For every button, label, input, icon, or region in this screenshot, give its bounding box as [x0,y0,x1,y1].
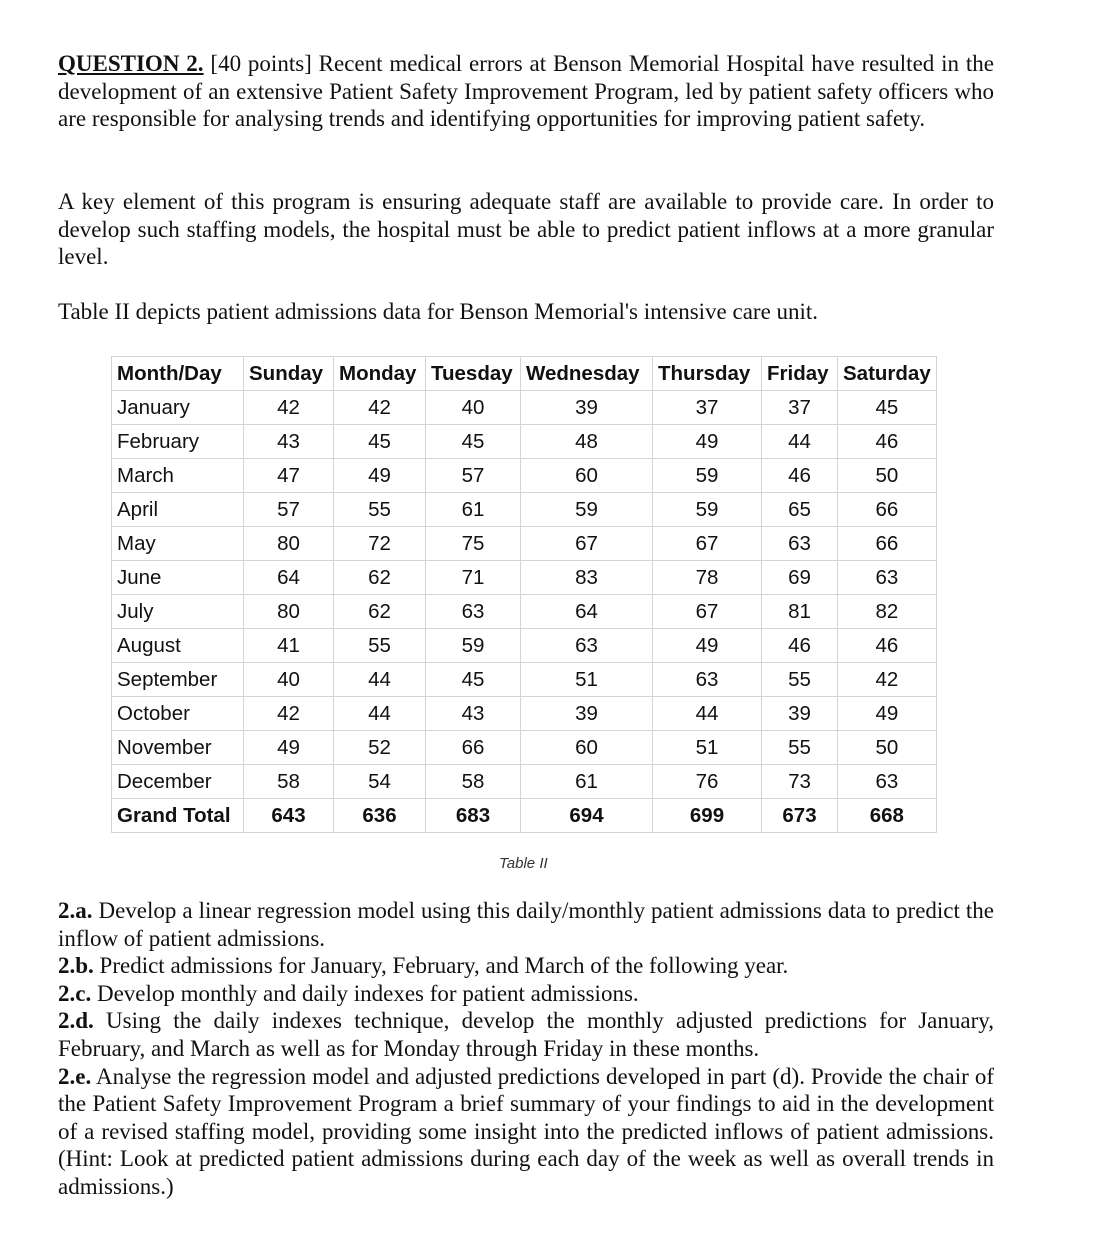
table-cell: 82 [838,595,937,629]
table-cell: 55 [762,731,838,765]
part-text: Using the daily indexes technique, develop the monthly adjusted predictions for January, February, and March as well as for Monday through Friday in these months. [58,1008,994,1061]
table-cell: 55 [762,663,838,697]
table-row [112,697,937,731]
table-cell: 44 [762,425,838,459]
table-cell: 75 [426,527,521,561]
row-label: Grand Total [112,799,244,833]
table-cell: 636 [334,799,426,833]
table-cell: 40 [244,663,334,697]
table-cell: 67 [521,527,653,561]
table-cell: 66 [838,493,937,527]
table-cell: 699 [653,799,762,833]
table-row [112,425,937,459]
question-part [58,1063,994,1201]
column-header: Thursday [653,357,762,391]
table-cell: 45 [334,425,426,459]
table-cell: 78 [653,561,762,595]
table-cell: 39 [521,391,653,425]
table-cell: 42 [334,391,426,425]
table-cell: 44 [653,697,762,731]
table-cell: 46 [762,459,838,493]
table-cell: 58 [426,765,521,799]
table-cell: 39 [762,697,838,731]
table-cell: 41 [244,629,334,663]
table-cell: 51 [653,731,762,765]
intro-paragraph-2: A key element of this program is ensuring adequate staff are available to provide care. In order to develop such staffing models, the hospital must be able to predict patient inflows at a more granular level. [58,189,994,270]
table-cell: 51 [521,663,653,697]
table-cell: 67 [653,527,762,561]
column-header: Month/Day [112,357,244,391]
table-cell: 63 [838,561,937,595]
table-caption: Table II [499,855,548,872]
table-cell: 673 [762,799,838,833]
part-label: 2.a. [58,898,93,923]
table-cell: 60 [521,731,653,765]
table-cell: 42 [838,663,937,697]
table-cell: 47 [244,459,334,493]
table-cell: 43 [426,697,521,731]
part-text: Analyse the regression model and adjusted predictions developed in part (d). Provide the chair of the Patient Safety Improvement Program a brief summary of your findings to aid in the development of a revised staffing model, providing some insight into the predicted inflows of patient admissions. (Hint: Look at predicted patient admissions during each day of the week as well as overall trends in admissions.) [58,1063,994,1199]
table-cell: 57 [244,493,334,527]
table-cell: 59 [653,459,762,493]
table-row [112,731,937,765]
table-cell: 668 [838,799,937,833]
table-row [112,765,937,799]
table-cell: 59 [426,629,521,663]
question-intro [58,50,994,133]
table-cell: 54 [334,765,426,799]
table-cell: 46 [838,425,937,459]
row-label: July [112,595,244,629]
table-cell: 62 [334,561,426,595]
table-cell: 57 [426,459,521,493]
part-label: 2.e. [58,1063,92,1089]
row-label: August [112,629,244,663]
table-cell: 45 [426,425,521,459]
table-cell: 694 [521,799,653,833]
table-cell: 64 [244,561,334,595]
total-row [112,799,937,833]
table-cell: 44 [334,697,426,731]
intro-paragraph-3: Table II depicts patient admissions data for Benson Memorial's intensive care unit. [58,299,819,324]
table-cell: 46 [838,629,937,663]
table-row [112,459,937,493]
table-cell: 69 [762,561,838,595]
table-cell: 73 [762,765,838,799]
table-cell: 60 [521,459,653,493]
table-cell: 50 [838,731,937,765]
table-cell: 80 [244,595,334,629]
table-cell: 42 [244,391,334,425]
column-header: Monday [334,357,426,391]
table-cell: 63 [762,527,838,561]
part-label: 2.b. [58,953,94,979]
column-header: Sunday [244,357,334,391]
table-row [112,527,937,561]
table-row [112,595,937,629]
table-cell: 66 [426,731,521,765]
part-text: Develop monthly and daily indexes for patient admissions. [91,980,639,1006]
table-cell: 63 [426,595,521,629]
part-text: Develop a linear regression model using this daily/monthly patient admissions data to predict the inflow of patient admissions. [58,898,994,951]
table-cell: 46 [762,629,838,663]
table-cell: 683 [426,799,521,833]
table-cell: 44 [334,663,426,697]
table-cell: 65 [762,493,838,527]
column-header: Saturday [838,357,937,391]
table-cell: 39 [521,697,653,731]
table-cell: 62 [334,595,426,629]
table-cell: 59 [653,493,762,527]
question-parts [58,897,994,1201]
row-label: February [112,425,244,459]
table-cell: 45 [426,663,521,697]
table-cell: 76 [653,765,762,799]
row-label: January [112,391,244,425]
column-header: Tuesday [426,357,521,391]
part-label: 2.d. [58,1008,94,1034]
table-cell: 50 [838,459,937,493]
table-cell: 63 [653,663,762,697]
table-cell: 64 [521,595,653,629]
column-header: Friday [762,357,838,391]
admissions-table [111,356,937,833]
question-part [58,980,994,1008]
row-label: March [112,459,244,493]
table-cell: 55 [334,629,426,663]
table-row [112,493,937,527]
table-cell: 63 [521,629,653,663]
row-label: November [112,731,244,765]
table-row [112,561,937,595]
table-cell: 49 [838,697,937,731]
table-cell: 66 [838,527,937,561]
part-text: Predict admissions for January, February, and March of the following year. [93,953,789,979]
row-label: September [112,663,244,697]
table-cell: 37 [762,391,838,425]
row-label: December [112,765,244,799]
row-label: May [112,527,244,561]
table-cell: 83 [521,561,653,595]
table-cell: 59 [521,493,653,527]
table-cell: 61 [426,493,521,527]
question-heading: QUESTION 2. [58,51,204,76]
table-cell: 643 [244,799,334,833]
table-cell: 37 [653,391,762,425]
question-part [58,1007,994,1062]
table-header-row [112,357,937,391]
intro-paragraph-1: [40 points] Recent medical errors at Benson Memorial Hospital have resulted in the development of an extensive Patient Safety Improvement Program, led by patient safety officers who are responsible for analysing trends and identifying opportunities for improving patient safety. [58,51,994,132]
table-cell: 45 [838,391,937,425]
table-row [112,629,937,663]
table-cell: 49 [653,629,762,663]
table-cell: 49 [653,425,762,459]
table-cell: 48 [521,425,653,459]
table-cell: 81 [762,595,838,629]
table-row [112,663,937,697]
table-cell: 52 [334,731,426,765]
question-part [58,897,994,952]
table-cell: 43 [244,425,334,459]
table-cell: 49 [334,459,426,493]
table-cell: 72 [334,527,426,561]
column-header: Wednesday [521,357,653,391]
table-cell: 61 [521,765,653,799]
question-part [58,952,994,980]
table-cell: 71 [426,561,521,595]
row-label: April [112,493,244,527]
row-label: October [112,697,244,731]
table-cell: 49 [244,731,334,765]
table-row [112,391,937,425]
table-cell: 55 [334,493,426,527]
row-label: June [112,561,244,595]
table-cell: 80 [244,527,334,561]
part-label: 2.c. [58,980,92,1006]
table-cell: 63 [838,765,937,799]
table-cell: 67 [653,595,762,629]
table-cell: 42 [244,697,334,731]
table-cell: 58 [244,765,334,799]
table-cell: 40 [426,391,521,425]
